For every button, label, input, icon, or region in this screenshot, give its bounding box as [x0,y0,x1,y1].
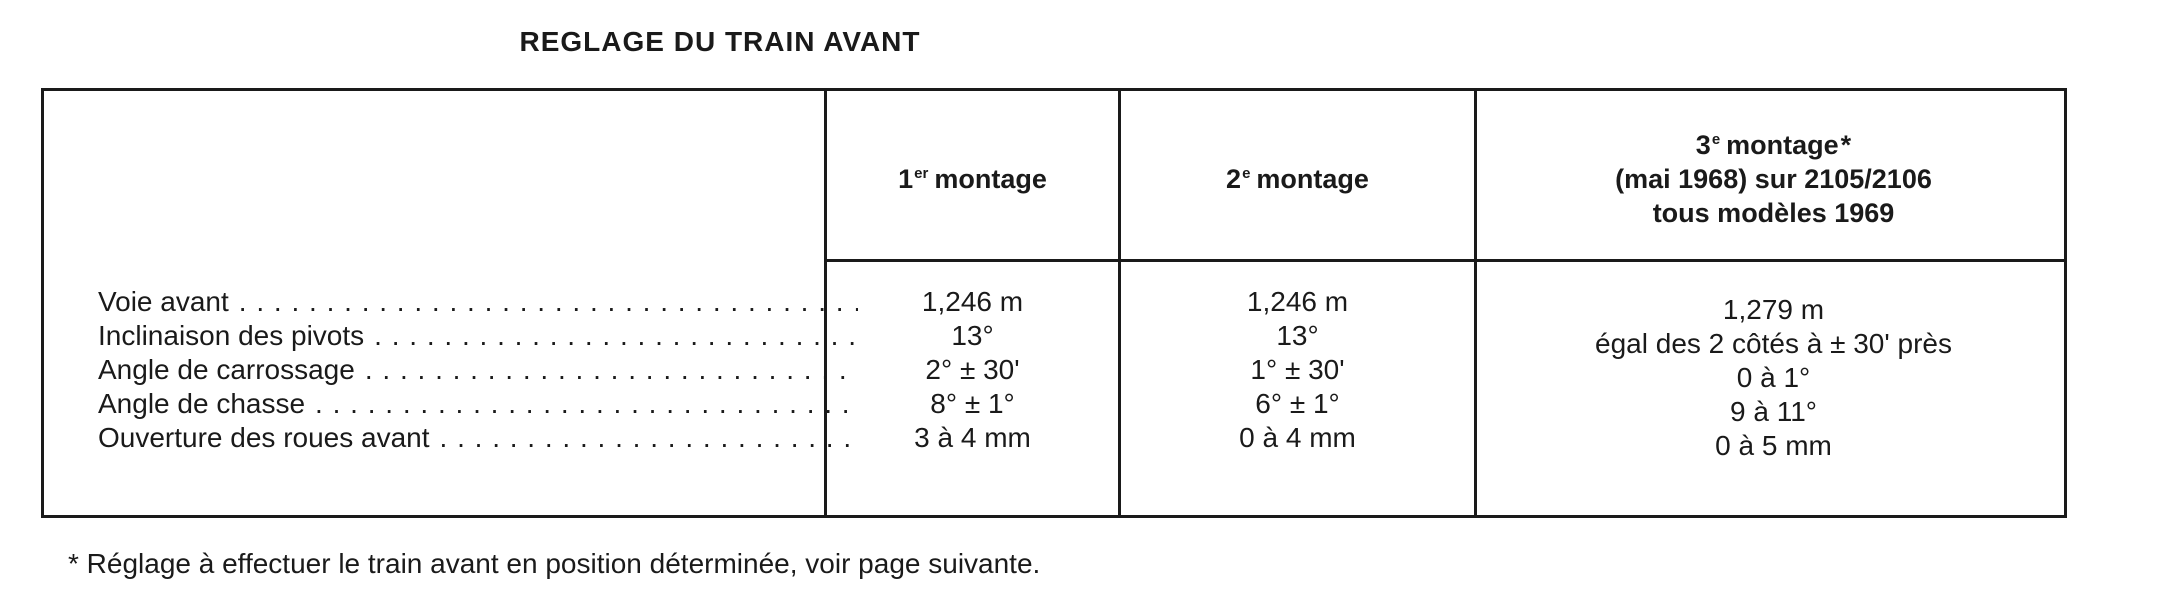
leader-dots [365,353,858,387]
column-values-1 [827,285,1118,455]
table-cell: 1,246 m [921,286,1024,317]
table-cell: 1,246 m [1246,286,1349,317]
column-header-1 [827,91,1118,261]
footnote: * Réglage à effectuer le train avant en position déterminée, voir page suivante. [68,548,1041,579]
row-label-text: Angle de carrossage [98,354,355,385]
settings-table [41,88,2067,518]
leader-dots [239,285,858,319]
row-label-text: Ouverture des roues avant [98,422,430,453]
document-title: REGLAGE DU TRAIN AVANT [519,26,921,57]
table-cell: 0 à 1° [1736,362,1811,393]
table-cell: 0 à 5 mm [1715,430,1832,461]
row-label [98,353,858,387]
column-header-3 [1477,91,2070,261]
column-header-text: montage [934,163,1047,194]
column-values-2 [1121,285,1474,455]
table-cell: 13° [951,320,994,351]
table-cell: 3 à 4 mm [914,422,1031,453]
column-header-number: 2 [1226,163,1242,194]
row-label-text: Voie avant [98,286,229,317]
table-cell: 0 à 4 mm [1239,422,1356,453]
column-header-text: montage [1256,163,1369,194]
column-header-subtitle: (mai 1968) sur 2105/2106 [1615,163,1932,194]
leader-dots [374,319,858,353]
column-header-number: 3 [1695,129,1711,160]
table-cell: 2° ± 30' [925,354,1020,385]
column-values-3 [1477,293,2070,463]
column-header-number: 1 [898,163,914,194]
table-cell: 6° ± 1° [1255,388,1340,419]
column-header-subtitle: tous modèles 1969 [1652,197,1895,228]
table-cell: 9 à 11° [1730,396,1817,427]
table-cell: 13° [1276,320,1319,351]
column-header-ordinal: er [914,164,929,182]
column-header-ordinal: e [1242,164,1251,182]
column-header-asterisk: * [1840,129,1852,160]
row-label-text: Inclinaison des pivots [98,320,365,351]
table-cell: 8° ± 1° [930,388,1015,419]
table-cell: égal des 2 côtés à ± 30' près [1595,328,1952,359]
column-header-2 [1121,91,1474,261]
row-label-text: Angle de chasse [98,388,306,419]
leader-dots [315,387,858,421]
row-label [98,319,858,353]
column-header-text: montage [1726,129,1839,160]
row-label [98,285,858,319]
row-label [98,387,858,421]
row-labels [98,285,858,455]
leader-dots [440,421,858,455]
row-label [98,421,858,455]
column-header-ordinal: e [1711,130,1721,148]
table-cell: 1,279 m [1722,294,1825,325]
table-cell: 1° ± 30' [1250,354,1345,385]
